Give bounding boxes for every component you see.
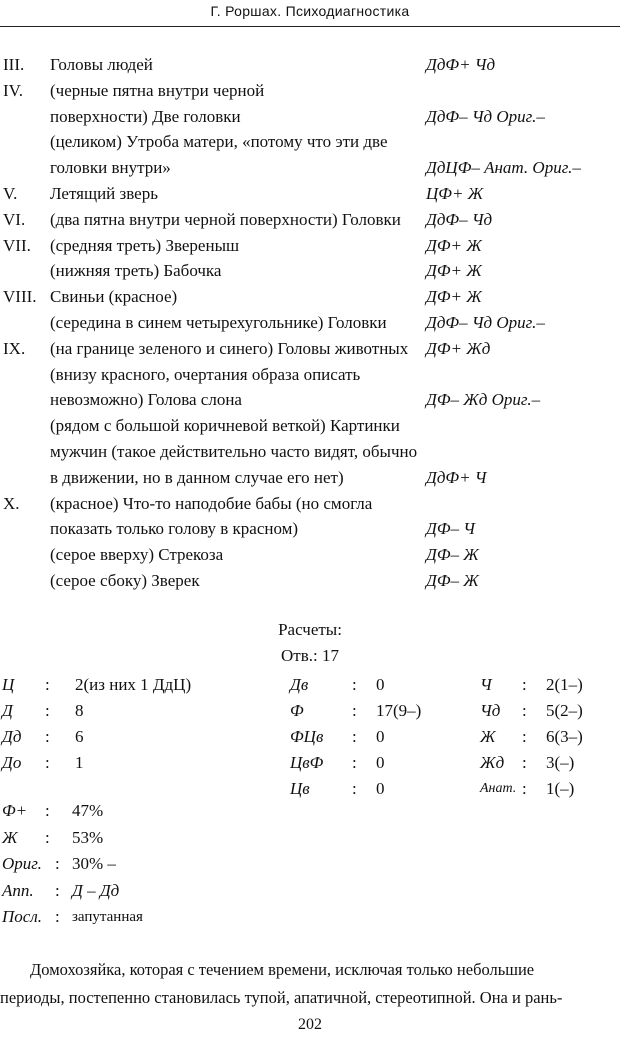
stat-colon: : xyxy=(522,779,527,798)
summary-colon: : xyxy=(55,880,60,900)
protocol-row xyxy=(0,207,620,233)
response-code: ДдФ+ Чд xyxy=(426,55,496,74)
protocol-row xyxy=(0,413,620,439)
summary-colon: : xyxy=(45,827,50,847)
response-code: ДФ– Жд Ориг.– xyxy=(426,390,541,410)
response-code: ДдФ+ Ч xyxy=(426,467,487,487)
page-number: 202 xyxy=(298,1016,322,1033)
summary-value: 30% – xyxy=(72,854,116,873)
calc-title: Расчеты: xyxy=(278,620,342,639)
response-text: в движении, но в данном случае его нет) xyxy=(50,467,344,487)
response-code: ЦФ+ Ж xyxy=(426,183,484,203)
stat-key: Дд xyxy=(2,727,22,746)
response-text: (целиком) Утроба матери, «потому что эти две xyxy=(50,132,388,152)
response-code: ДФ+ Ж xyxy=(426,261,482,281)
summary-row xyxy=(0,851,620,877)
stats-row xyxy=(0,672,620,698)
stat-colon: : xyxy=(522,727,527,746)
response-code: ДФ– Ч xyxy=(426,519,475,539)
protocol-row xyxy=(0,78,620,104)
response-text: (два пятна внутри черной поверхности) Головки xyxy=(50,209,401,229)
protocol-row xyxy=(0,491,620,517)
stat-key: Цв xyxy=(290,779,310,798)
protocol-row xyxy=(0,542,620,568)
paragraph-text: периоды, постепенно становилась тупой, апатичной, стереотипной. Она и рань- xyxy=(0,988,563,1007)
stat-key: ЦвФ xyxy=(290,753,324,772)
stat-key: Чд xyxy=(480,701,501,720)
stat-value: 0 xyxy=(376,727,385,746)
response-code: ДФ+ Жд xyxy=(426,338,491,358)
response-code: ДдФ– Чд Ориг.– xyxy=(426,312,545,332)
card-number: V. xyxy=(3,183,18,203)
protocol-row xyxy=(0,233,620,259)
protocol-row xyxy=(0,155,620,181)
stat-value: 5(2–) xyxy=(546,701,583,720)
protocol-row xyxy=(0,52,620,78)
response-text: (нижняя треть) Бабочка xyxy=(50,261,222,281)
stat-value: 6(3–) xyxy=(546,727,583,746)
response-text: (на границе зеленого и синего) Головы животных xyxy=(50,338,409,358)
summary-key: Ориг. xyxy=(2,854,42,873)
protocol-row xyxy=(0,129,620,155)
response-text: мужчин (такое действительно часто видят, обычно xyxy=(50,441,418,461)
card-number: IV. xyxy=(3,80,23,100)
protocol-row xyxy=(0,258,620,284)
response-text: Свиньи (красное) xyxy=(50,287,178,307)
stat-value: 0 xyxy=(376,753,385,772)
response-code: ДдЦФ– Анат. Ориг.– xyxy=(426,158,581,178)
protocol-row xyxy=(0,465,620,491)
protocol-row xyxy=(0,104,620,130)
stat-colon: : xyxy=(352,701,357,720)
response-text: (серое сбоку) Зверек xyxy=(50,570,200,590)
summary-row xyxy=(0,878,620,904)
response-text: (средняя треть) Звереныш xyxy=(50,235,240,255)
response-text: поверхности) Две головки xyxy=(50,106,241,126)
response-text: (рядом с большой коричневой веткой) Картинки xyxy=(50,416,400,436)
summary-row xyxy=(0,904,620,930)
protocol-row xyxy=(0,181,620,207)
summary-key: Ж xyxy=(2,827,18,847)
running-header xyxy=(0,0,620,27)
response-text: (внизу красного, очертания образа описать xyxy=(50,364,361,384)
summary-value: Д – Дд xyxy=(72,880,120,900)
summary-key: Посл. xyxy=(2,907,42,926)
stats-row xyxy=(0,698,620,724)
stat-key: Анат. xyxy=(480,781,517,796)
paragraph-line-2 xyxy=(0,984,620,1012)
card-number: VIII. xyxy=(3,287,37,307)
response-text: (черные пятна внутри черной xyxy=(50,80,265,100)
stats-row xyxy=(0,724,620,750)
stat-value: 2(из них 1 ДдЦ) xyxy=(75,675,192,694)
card-number: VII. xyxy=(3,235,31,255)
protocol-row xyxy=(0,568,620,594)
protocol-row xyxy=(0,310,620,336)
stat-key: Ф xyxy=(290,701,304,720)
stat-key: Жд xyxy=(480,753,505,772)
response-code: ДФ– Ж xyxy=(426,545,479,565)
stat-colon: : xyxy=(45,675,50,694)
stat-value: 17(9–) xyxy=(376,701,422,720)
stat-value: 3(–) xyxy=(546,753,575,772)
response-text: Летящий зверь xyxy=(50,183,158,203)
stat-value: 6 xyxy=(75,727,84,746)
stat-colon: : xyxy=(352,779,357,798)
summary-key: Ф+ xyxy=(2,801,28,820)
stat-key: Ц xyxy=(2,675,15,694)
response-text: Головы людей xyxy=(50,55,153,74)
paragraph-text: Домохозяйка, которая с течением времени, исключая только небольшие xyxy=(30,960,535,979)
response-text: головки внутри» xyxy=(50,158,171,178)
stat-key: ФЦв xyxy=(290,727,324,746)
response-text: невозможно) Голова слона xyxy=(50,390,242,410)
response-text: (середина в синем четырехугольнике) Головки xyxy=(50,312,387,332)
response-code: ДФ+ Ж xyxy=(426,287,482,307)
stat-colon: : xyxy=(45,727,50,746)
paragraph-line-1 xyxy=(0,956,620,984)
stat-value: 1(–) xyxy=(546,779,575,798)
summary-row xyxy=(0,798,620,824)
protocol-row xyxy=(0,439,620,465)
response-code: ДдФ– Чд Ориг.– xyxy=(426,106,545,126)
card-number: III. xyxy=(3,55,25,74)
summary-colon: : xyxy=(55,907,60,926)
stat-colon: : xyxy=(45,753,50,772)
stat-colon: : xyxy=(522,701,527,720)
protocol-row xyxy=(0,284,620,310)
stat-value: 2(1–) xyxy=(546,675,583,694)
summary-value: 53% xyxy=(72,827,104,847)
stat-value: 0 xyxy=(376,779,385,798)
stat-colon: : xyxy=(352,753,357,772)
card-number: X. xyxy=(3,493,20,513)
stat-key: Дв xyxy=(290,675,309,694)
protocol-row xyxy=(0,516,620,542)
response-text: (серое вверху) Стрекоза xyxy=(50,545,224,565)
response-text: (красное) Что-то наподобие бабы (но смогла xyxy=(50,493,373,513)
stat-colon: : xyxy=(352,675,357,694)
stat-colon: : xyxy=(352,727,357,746)
stat-colon: : xyxy=(45,701,50,720)
summary-value: 47% xyxy=(72,801,104,820)
stat-colon: : xyxy=(522,753,527,772)
stat-value: 8 xyxy=(75,701,84,720)
header-title: Г. Роршах. Психодиагностика xyxy=(210,3,410,19)
protocol-row xyxy=(0,336,620,362)
stat-key: Ж xyxy=(480,727,496,746)
summary-colon: : xyxy=(55,854,60,873)
stat-colon: : xyxy=(522,675,527,694)
summary-row xyxy=(0,825,620,851)
summary-key: Апп. xyxy=(2,880,34,900)
response-code: ДдФ– Чд xyxy=(426,209,493,229)
card-number: IX. xyxy=(3,338,26,358)
protocol-row xyxy=(0,362,620,388)
stat-value: 1 xyxy=(75,753,84,772)
card-number: VI. xyxy=(3,209,26,229)
response-code: ДФ+ Ж xyxy=(426,235,482,255)
stat-key: Ч xyxy=(480,675,492,694)
protocol-row xyxy=(0,387,620,413)
stat-key: До xyxy=(2,753,22,772)
response-code: ДФ– Ж xyxy=(426,570,479,590)
summary-colon: : xyxy=(45,801,50,820)
stat-key: Д xyxy=(2,701,13,720)
response-text: показать только голову в красном) xyxy=(50,519,299,539)
stats-row xyxy=(0,750,620,776)
summary-value: запутанная xyxy=(72,909,143,925)
calc-total: Отв.: 17 xyxy=(281,646,339,665)
stat-value: 0 xyxy=(376,675,385,694)
protocol-list xyxy=(0,52,620,594)
